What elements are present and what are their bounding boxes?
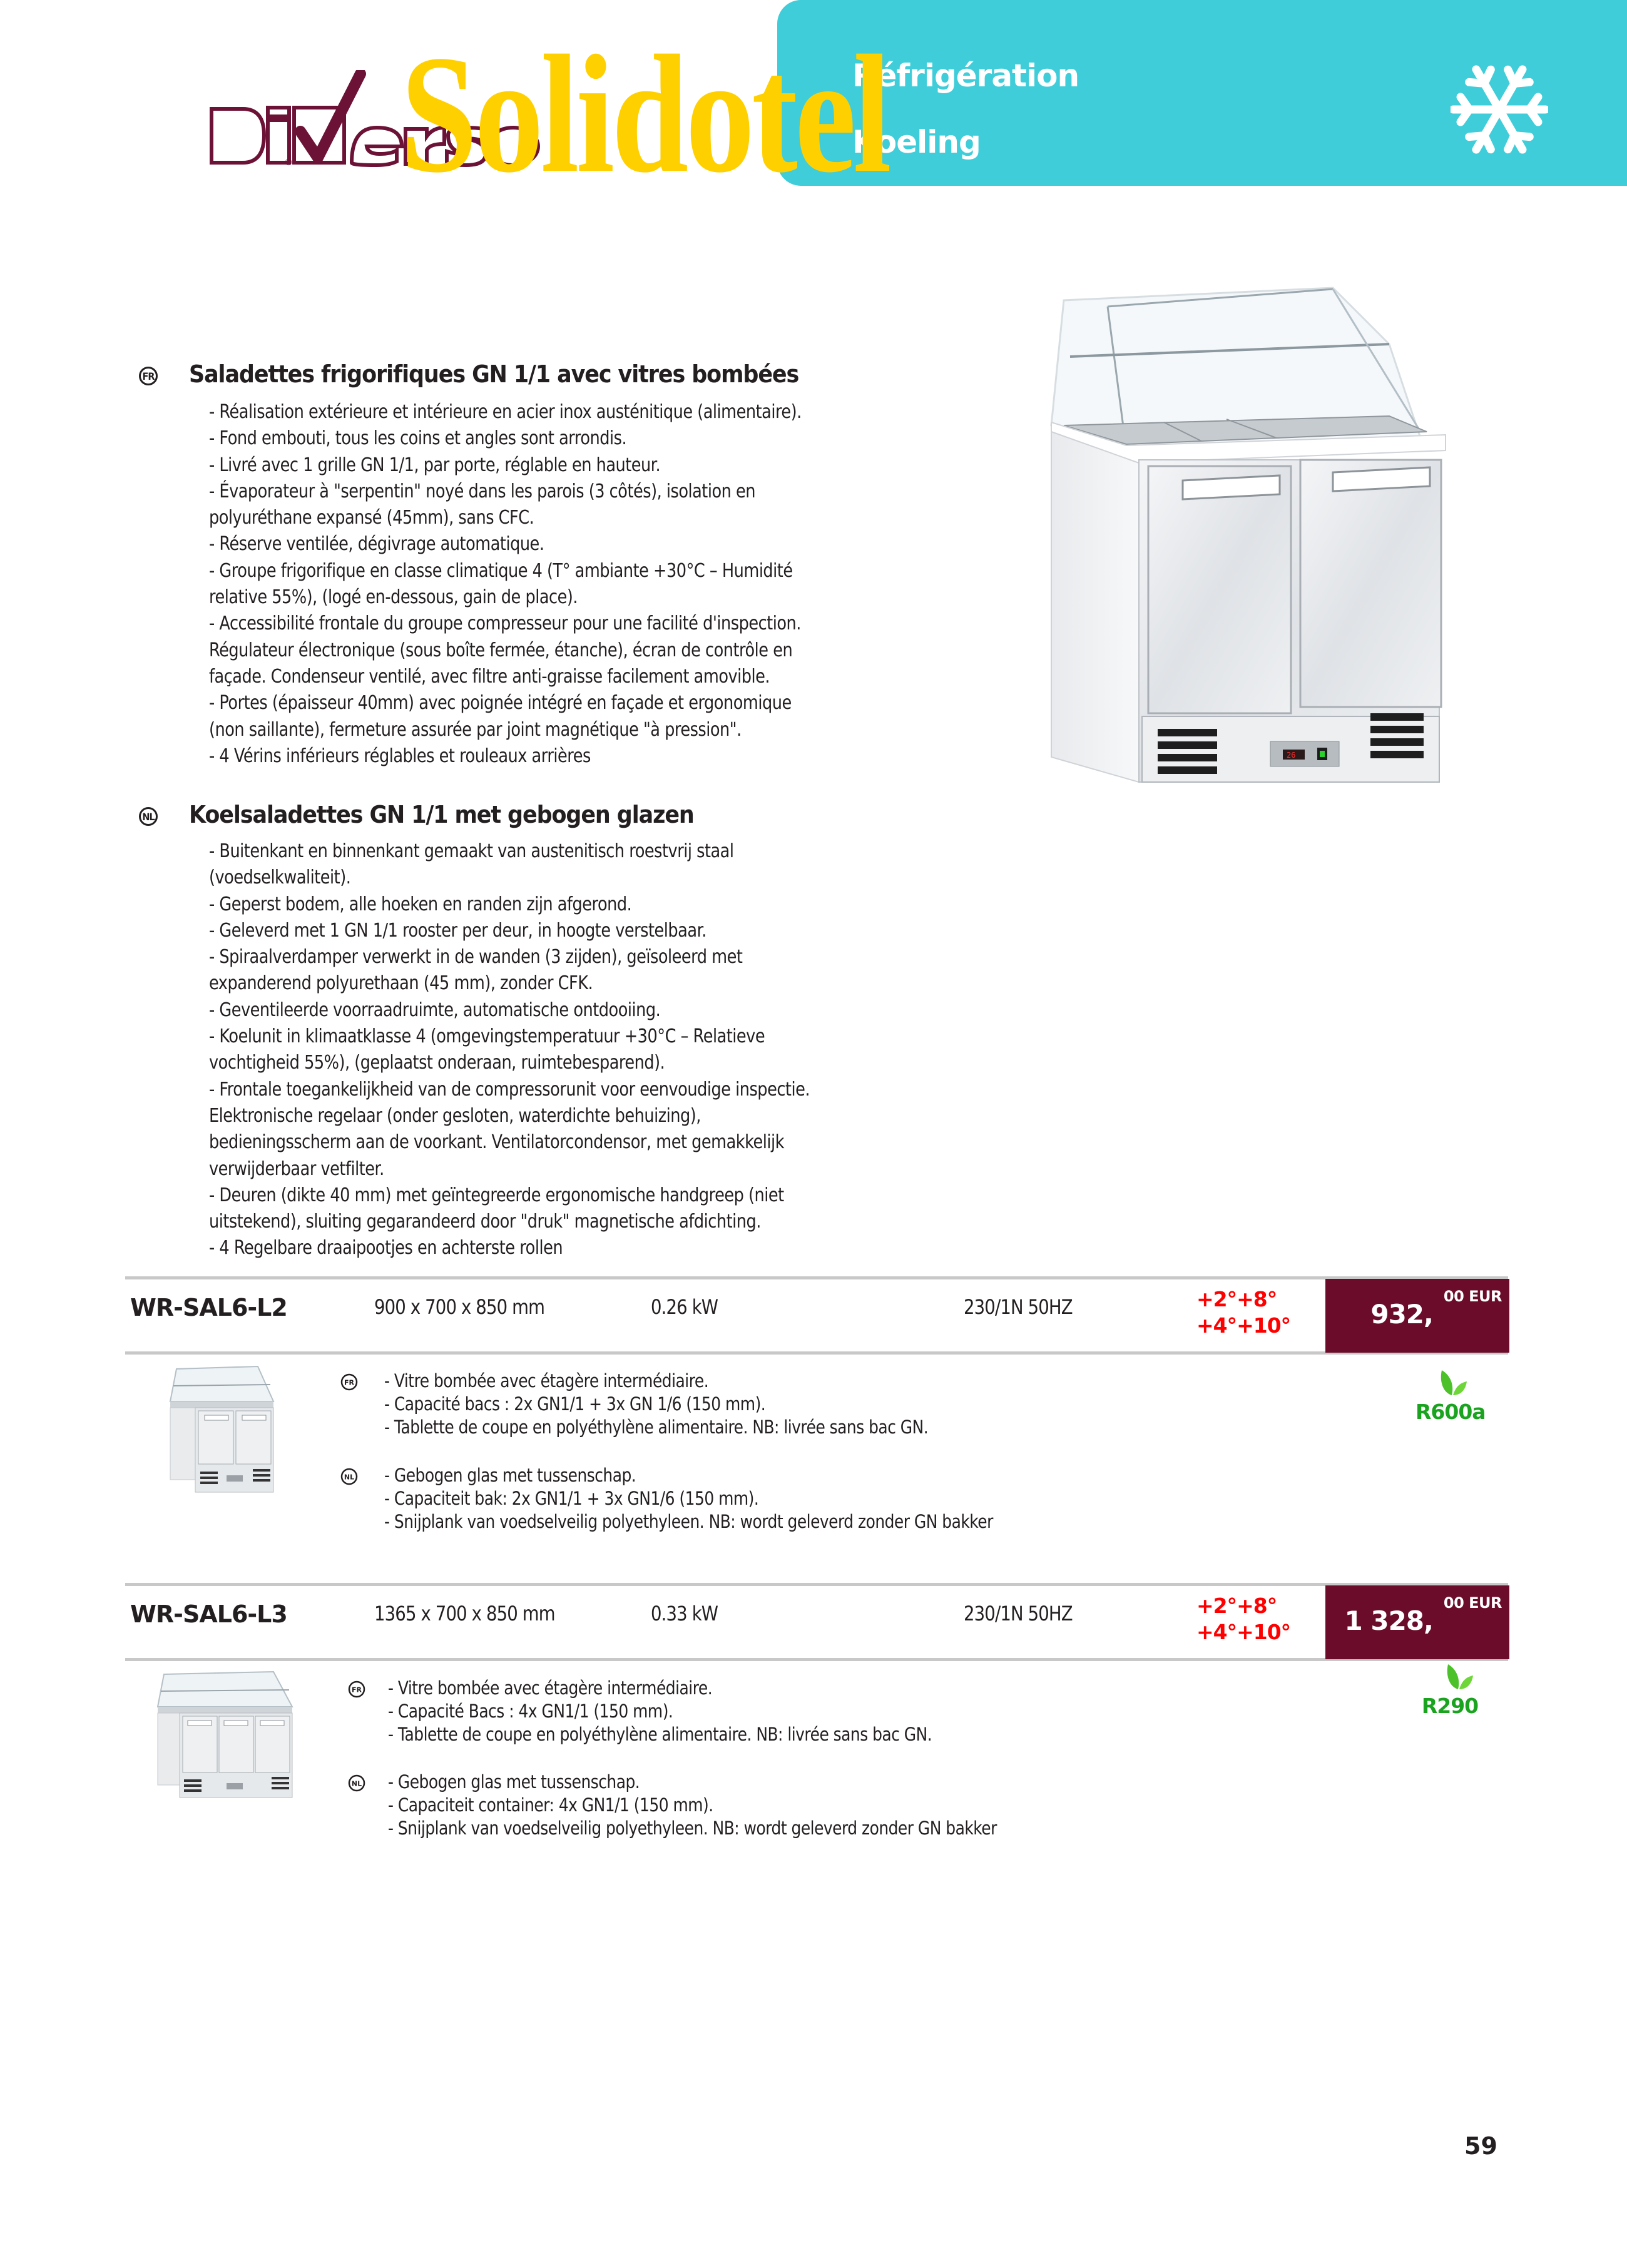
feature-line: - Livré avec 1 grille GN 1/1, par porte, réglable en hauteur. [209,454,661,476]
category-title-nl: Koeling [852,124,981,160]
price-tag [1325,1279,1509,1353]
dimensions: 1365 x 700 x 850 mm [374,1602,555,1625]
svg-text:NL: NL [344,1473,355,1482]
lang-badge-fr: FR [139,367,158,385]
feature-list-fr [209,399,947,770]
leaf-icon [1443,1662,1474,1691]
feature-line: polyuréthane expansé (45mm), sans CFC. [209,507,534,529]
temp-range: +4°+10° [1196,1620,1291,1644]
snowflake-icon [1451,63,1548,156]
lang-badge-nl [340,1468,358,1485]
svg-text:®: ® [284,158,293,168]
svg-text:FR: FR [344,1378,354,1387]
price-decimals: 00 EUR [1443,1594,1502,1612]
feature-line: - Réalisation extérieure et intérieure en acier inox austénitique (alimentaire). [209,401,802,423]
feature-line: - Geperst bodem, alle hoeken en randen zijn afgerond. [209,893,632,915]
feature-line: - Koelunit in klimaatklasse 4 (omgevingstemperatuur +30°C – Relatieve [209,1025,765,1048]
voltage: 230/1N 50HZ [964,1602,1073,1625]
feature-list-nl [209,838,947,1262]
feature-line: - Deuren (dikte 40 mm) met geïntegreerde ergonomische handgreep (niet [209,1184,784,1206]
feature-line: expanderend polyurethaan (45 mm), zonder CFK. [209,972,593,995]
note-line: - Gebogen glas met tussenschap. [388,1771,640,1793]
feature-line: (voedselkwaliteit). [209,867,351,889]
lang-badge-nl [348,1774,365,1792]
leaf-icon [1437,1368,1468,1396]
lang-badge-fr [340,1373,358,1391]
row-divider [125,1276,1508,1279]
temp-range: +2°+8° [1196,1287,1277,1311]
note-line: - Gebogen glas met tussenschap. [384,1465,636,1486]
feature-line: - Geventileerde voorraadruimte, automatische ontdooiing. [209,999,661,1021]
variant-notes-fr [384,1370,1123,1439]
feature-line: (non saillante), fermeture assurée par joint magnétique "à pression". [209,718,742,741]
note-line: - Snijplank van voedselveilig polyethyleen. NB: wordt geleverd zonder GN bakker [384,1511,993,1532]
temp-range: +2°+8° [1196,1594,1277,1618]
note-line: - Vitre bombée avec étagère intermédiaire. [388,1677,713,1699]
section-heading-fr: Saladettes frigorifiques GN 1/1 avec vitres bombées [189,360,799,388]
note-line: - Capaciteit bak: 2x GN1/1 + 3x GN1/6 (150 mm). [384,1488,759,1509]
refrigerant-label: R290 [1421,1694,1479,1718]
model-code: WR-SAL6-L2 [130,1294,287,1321]
power: 0.26 kW [651,1295,718,1319]
feature-line: vochtigheid 55%), (geplaatst onderaan, ruimtebesparend). [209,1052,665,1074]
refrigerant-badge [1415,1662,1484,1718]
lang-badge-fr [348,1681,365,1698]
variant-notes-fr [388,1677,1126,1746]
feature-line: Elektronische regelaar (onder gesloten, waterdichte behuizing), [209,1104,701,1127]
product-thumbnail-2-doors [164,1364,283,1495]
temp-range: +4°+10° [1196,1313,1291,1338]
lang-badge-nl: NL [139,807,158,826]
feature-line: bedieningsscherm aan de voorkant. Ventilatorcondensor, met gemakkelijk [209,1131,784,1154]
category-title-fr: Réfrigération [852,58,1079,94]
refrigerant-label: R600a [1415,1400,1486,1424]
section-heading-nl: Koelsaladettes GN 1/1 met gebogen glazen [189,801,694,828]
feature-line: relative 55%), (logé en-dessous, gain de place). [209,586,578,609]
svg-text:FR: FR [352,1686,362,1694]
note-line: - Capacité bacs : 2x GN1/1 + 3x GN 1/6 (150 mm). [384,1393,766,1415]
power: 0.33 kW [651,1602,718,1625]
feature-line: - 4 Regelbare draaipootjes en achterste rollen [209,1237,563,1259]
feature-line: - Évaporateur à "serpentin" noyé dans les parois (3 côtés), isolation en [209,480,755,502]
feature-line: - Portes (épaisseur 40mm) avec poignée intégré en façade et ergonomique [209,692,792,714]
feature-line: uitstekend), sluiting gegarandeerd door "druk" magnetische afdichting. [209,1211,761,1233]
feature-line: - Frontale toegankelijkheid van de compressorunit voor eenvoudige inspectie. [209,1078,810,1101]
note-line: - Snijplank van voedselveilig polyethyleen. NB: wordt geleverd zonder GN bakker [388,1818,997,1839]
feature-line: - Groupe frigorifique en classe climatique 4 (T° ambiante +30°C – Humidité [209,559,793,582]
price-tag [1325,1585,1509,1659]
temperature-ranges [1196,1286,1290,1339]
product-image-saladette-2-doors [1039,282,1502,832]
note-line: - Vitre bombée avec étagère intermédiaire. [384,1370,709,1391]
temperature-ranges [1196,1593,1290,1645]
feature-line: - Spiraalverdamper verwerkt in de wanden (3 zijden), geïsoleerd met [209,946,743,969]
watermark-text: Solidotel [400,21,889,208]
feature-line: façade. Condenseur ventilé, avec filtre anti-graisse facilement amovible. [209,665,770,688]
variant-notes-nl [388,1771,1126,1840]
feature-line: verwijderbaar vetfilter. [209,1157,384,1180]
product-thumbnail-3-doors [151,1669,302,1801]
note-line: - Capacité Bacs : 4x GN1/1 (150 mm). [388,1701,673,1722]
variant-notes-nl [384,1464,1123,1533]
price-decimals: 00 EUR [1443,1288,1502,1305]
feature-line: - Buitenkant en binnenkant gemaakt van austenitisch roestvrij staal [209,840,734,862]
voltage: 230/1N 50HZ [964,1295,1073,1319]
row-divider [125,1351,1508,1355]
model-code: WR-SAL6-L3 [130,1600,287,1628]
svg-text:NL: NL [351,1779,362,1788]
svg-text:26: 26 [1287,751,1296,760]
refrigerant-badge [1415,1368,1484,1424]
note-line: - Tablette de coupe en polyéthylène alimentaire. NB: livrée sans bac GN. [384,1416,929,1438]
feature-line: - Réserve ventilée, dégivrage automatique. [209,533,544,556]
dimensions: 900 x 700 x 850 mm [374,1295,545,1319]
price-main: 1 328, [1344,1605,1433,1636]
note-line: - Capaciteit container: 4x GN1/1 (150 mm). [388,1794,713,1816]
feature-line: - Geleverd met 1 GN 1/1 rooster per deur, in hoogte verstelbaar. [209,919,706,942]
feature-line: - 4 Vérins inférieurs réglables et rouleaux arrières [209,745,591,767]
feature-line: Régulateur électronique (sous boîte fermée, étanche), écran de contrôle en [209,639,793,661]
price-main: 932, [1370,1299,1433,1330]
feature-line: - Accessibilité frontale du groupe compresseur pour une facilité d'inspection. [209,613,801,635]
row-divider [125,1658,1508,1661]
row-divider [125,1583,1508,1586]
note-line: - Tablette de coupe en polyéthylène alimentaire. NB: livrée sans bac GN. [388,1724,932,1745]
page-number: 59 [1464,2132,1497,2160]
feature-line: - Fond embouti, tous les coins et angles sont arrondis. [209,427,627,450]
